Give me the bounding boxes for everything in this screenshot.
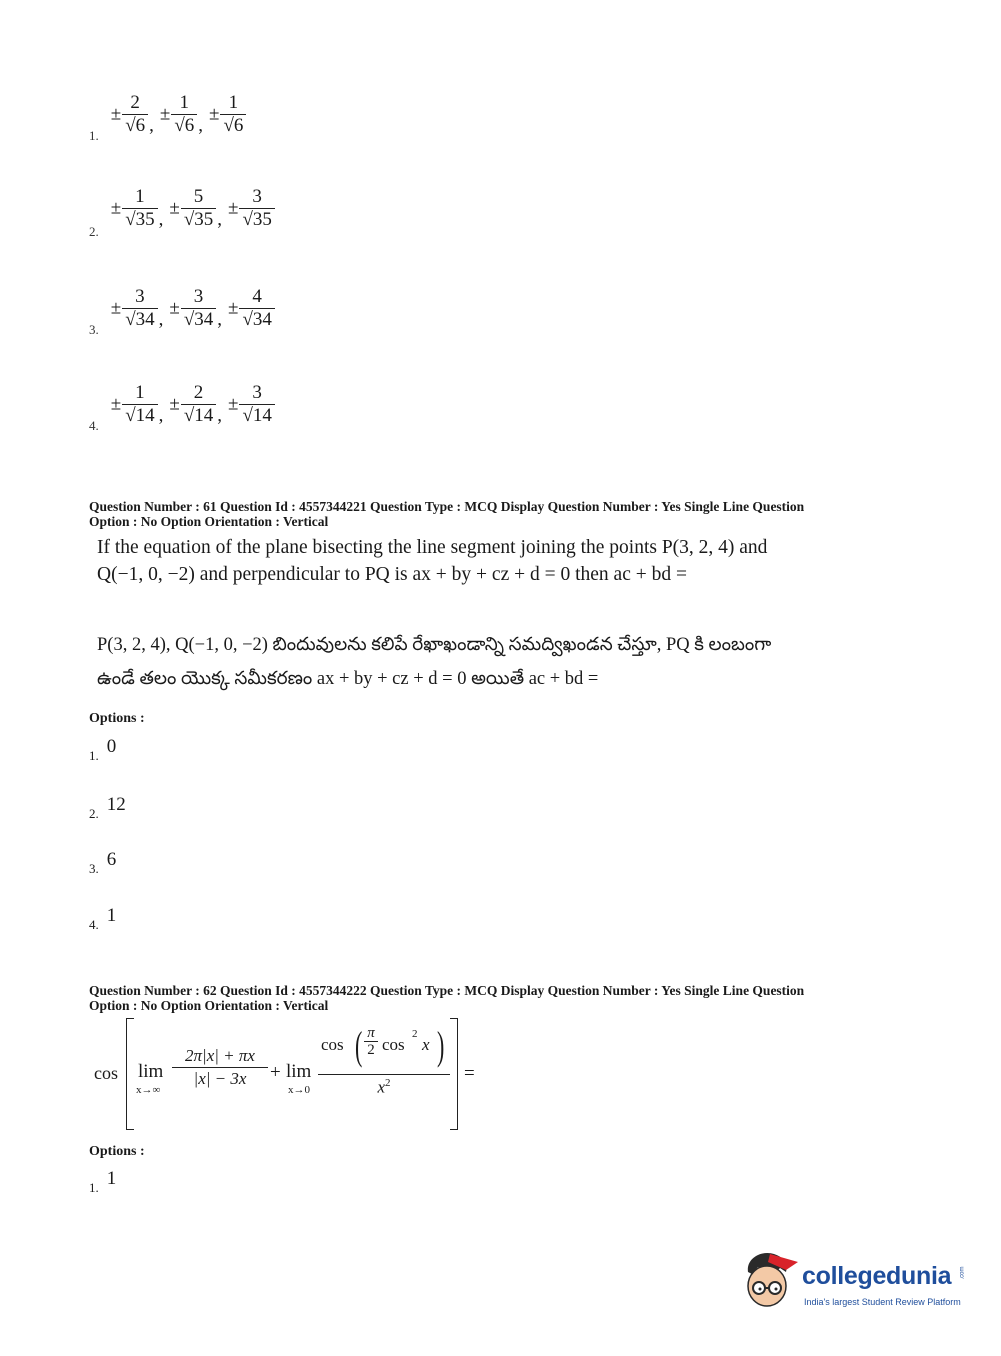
option-value: 12 [106,794,126,815]
fraction: $\frac{1}{√35}$ [122,186,157,231]
fraction-1-denominator: |x| − 3x [172,1067,268,1090]
fraction-2-numerator: cos ( π 2 cos 2 x ) [321,1023,445,1068]
equals-sign: = [464,1063,475,1084]
question-61-text-telugu: P(3, 2, 4), Q(−1, 0, −2) బిందువులను కలిపే రేఖాఖండాన్ని సమద్విఖండన చేస్తూ, PQ కి లంబంగా ఉండే తలం యొక్క సమీకరణం ax + by + cz + d = 0 అయితే ac + bd = [97,635,772,689]
fraction: $\frac{3}{√14}$ [239,382,274,427]
formula-cos-outer: cos [94,1063,118,1083]
question-62-meta: Question Number : 62 Question Id : 4557344222 Question Type : MCQ Display Question Number : Yes Single Line Question Option : No Option Orientation : Vertical [89,983,805,1013]
question-62-formula [92,1014,492,1134]
option-value: 6 [106,849,117,870]
fraction: $\frac{3}{√34}$ [181,286,216,331]
option-1[interactable] [89,1168,117,1198]
option-number: 3. [89,322,99,338]
fraction: $\frac{3}{√35}$ [239,186,274,231]
option-number: 1. [89,748,99,763]
lim-2: lim [286,1061,312,1082]
fraction-2-denominator: $x^2$ [377,1077,391,1097]
option-value: 1 [106,905,117,926]
option-value: 1 [106,1168,117,1189]
option-4[interactable] [89,905,117,935]
lim-1-subscript: x→∞ [136,1084,161,1096]
option-number: 4. [89,917,99,932]
question-61-meta: Question Number : 61 Question Id : 4557344221 Question Type : MCQ Display Question Number : Yes Single Line Question Option : No Option Orientation : Vertical [89,499,805,529]
option-number: 1. [89,128,99,144]
logo-tagline: India's largest Student Review Platform [804,1297,961,1307]
prev-option-1: $_{1.}$ ± $\frac{2}{√6}$ , ± $\frac{1}{√6}$ , ± $\frac{1}{√6}$ [89,92,247,137]
option-value: 0 [106,736,117,757]
fraction: $\frac{4}{√34}$ [239,286,274,331]
option-1[interactable] [89,736,117,766]
option-number: 2. [89,224,99,240]
option-number: 4. [89,418,99,434]
lim-1: lim [138,1061,164,1082]
prev-option-2: $_{2.}$ ± $\frac{1}{√35}$ , ± $\frac{5}{√35}$ , ± $\frac{3}{√35}$ [89,186,276,231]
fraction: $\frac{2}{√6}$ [122,92,148,137]
fraction-1-numerator: 2π|x| + πx [185,1046,255,1065]
option-2[interactable] [89,794,126,824]
prev-option-4: $_{4.}$ ± $\frac{1}{√14}$ , ± $\frac{2}{√14}$ , ± $\frac{3}{√14}$ [89,382,276,427]
prev-option-3: $_{3.}$ ± $\frac{3}{√34}$ , ± $\frac{3}{√34}$ , ± $\frac{4}{√34}$ [89,286,276,331]
options-label: Options : [89,711,145,726]
left-bracket [126,1018,134,1130]
fraction: $\frac{3}{√34}$ [122,286,157,331]
collegedunia-logo[interactable] [740,1248,970,1314]
logo-wordmark: collegedunia [802,1262,952,1290]
fraction-1 [172,1045,268,1090]
question-61-text-english: If the equation of the plane bisecting the line segment joining the points P(3, 2, 4) and Q(−1, 0, −2) and perpendicular to PQ is ax + by + cz + d = 0 then ac + bd = [97,537,768,585]
fraction: $\frac{5}{√35}$ [181,186,216,231]
fraction: $\frac{2}{√14}$ [181,382,216,427]
pi-over-two: π 2 [364,1025,378,1058]
lim-2-subscript: x→0 [288,1084,310,1096]
right-bracket [450,1018,458,1130]
option-3[interactable] [89,849,117,879]
option-number: 1. [89,1180,99,1195]
fraction: $\frac{1}{√14}$ [122,382,157,427]
options-label: Options : [89,1144,145,1159]
fraction-2-bar [318,1074,450,1075]
option-number: 2. [89,806,99,821]
fraction: $\frac{1}{√6}$ [220,92,246,137]
plus-sign: + [270,1062,281,1083]
option-number: 3. [89,861,99,876]
mascot-icon [740,1248,800,1310]
logo-suffix: .com [959,1266,966,1280]
fraction: $\frac{1}{√6}$ [171,92,197,137]
